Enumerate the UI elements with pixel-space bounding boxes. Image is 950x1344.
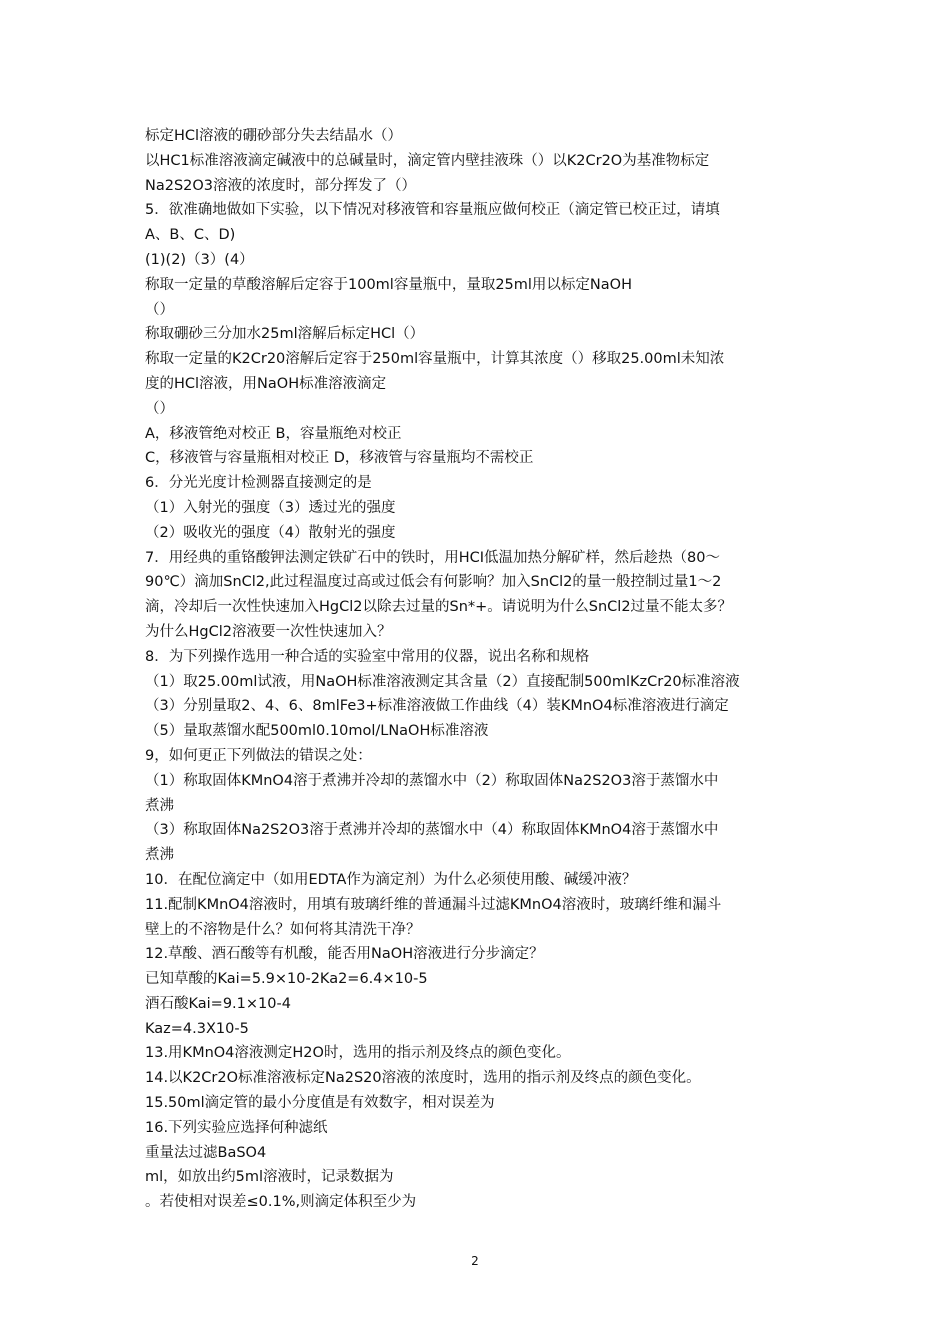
text-line: 标定HCl溶液的硼砂部分失去结晶水（）	[145, 128, 403, 144]
text-line: 7．用经典的重铬酸钾法测定铁矿石中的铁时，用HCI低温加热分解矿样，然后趁热（80～	[145, 549, 720, 566]
text-line: 以HC1标准溶液滴定碱液中的总碱量时，滴定管内壁挂液珠（）以K2Cr2O为基准物标定	[145, 152, 710, 169]
text-line: （5）量取蒸馏水配500ml0.10mol/LNaOH标准溶液	[145, 723, 489, 740]
text-line: 5．欲准确地做如下实验，以下情况对移液管和容量瓶应做何校正（滴定管已校正过，请填	[145, 202, 720, 219]
text-line: （3）分别量取2、4、6、8mlFe3+标准溶液做工作曲线（4）装KMnO4标准溶液进行滴定	[145, 698, 729, 715]
text-line: 15.50ml滴定管的最小分度值是有效数字，相对误差为	[145, 1095, 495, 1112]
text-line: 9，如何更正下列做法的错误之处：	[145, 747, 372, 764]
text-line: 13.用KMnO4溶液测定H2O时，选用的指示剂及终点的颜色变化。	[145, 1045, 571, 1062]
text-line: 重量法过滤BaSO4	[145, 1144, 267, 1161]
text-line: Kaz=4.3X10-5	[145, 1020, 249, 1037]
text-line: 12.草酸、酒石酸等有机酸，能否用NaOH溶液进行分步滴定？	[145, 946, 544, 963]
text-line: 煮沸	[145, 847, 174, 864]
text-line: 。若使相对误差≤0.1%,则滴定体积至少为	[145, 1194, 417, 1211]
text-line: 16.下列实验应选择何种滤纸	[145, 1119, 328, 1136]
text-line: 壁上的不溶物是什么？如何将其清洗干净？	[145, 921, 421, 938]
text-line: 14.以K2Cr2O标准溶液标定Na2S20溶液的浓度时，选用的指示剂及终点的颜色变化。	[145, 1070, 701, 1087]
page-number: 2	[471, 1254, 479, 1268]
text-line: （）	[145, 400, 174, 417]
text-line: Na2S2O3溶液的浓度时，部分挥发了（）	[145, 177, 417, 194]
text-line: 称取硼砂三分加水25ml溶解后标定HCl（）	[145, 326, 425, 343]
text-line: 为什么HgCl2溶液要一次性快速加入？	[145, 623, 392, 640]
text-line: 称取一定量的K2Cr20溶解后定容于250ml容量瓶中，计算其浓度（）移取25.00ml未知浓	[145, 351, 725, 368]
text-line: A，移液管绝对校正 B，容量瓶绝对校正	[145, 425, 402, 442]
text-line: ml，如放出约5ml溶液时，记录数据为	[145, 1169, 394, 1186]
text-line: C，移液管与容量瓶相对校正 D，移液管与容量瓶均不需校正	[145, 450, 534, 467]
text-line: （3）称取固体Na2S2O3溶于煮沸并冷却的蒸馏水中（4）称取固体KMnO4溶于蒸馏水中	[145, 822, 719, 839]
text-line: A、B、C、D)	[145, 227, 236, 244]
text-line: （1）取25.00ml试液，用NaOH标准溶液测定其含量（2）直接配制500mlKzCr20标准溶液	[145, 673, 740, 690]
text-line: （1）称取固体KMnO4溶于煮沸并冷却的蒸馏水中（2）称取固体Na2S2O3溶于蒸馏水中	[145, 772, 719, 789]
text-line: 8．为下列操作选用一种合适的实验室中常用的仪器，说出名称和规格	[145, 648, 590, 665]
text-line: 度的HCl溶液，用NaOH标准溶液滴定	[145, 375, 387, 392]
text-line: 滴，冷却后一次性快速加入HgCl2以除去过量的Sn*+。请说明为什么SnCl2过量不能太多？	[145, 599, 733, 616]
text-line: 称取一定量的草酸溶解后定容于100ml容量瓶中，量取25ml用以标定NaOH	[145, 276, 632, 293]
text-line: 11.配制KMnO4溶液时，用填有玻璃纤维的普通漏斗过滤KMnO4溶液时，玻璃纤维和漏斗	[145, 896, 722, 913]
text-line: 6．分光光度计检测器直接测定的是	[145, 475, 372, 492]
text-line: 90℃）滴加SnCl2,此过程温度过高或过低会有何影响？加入SnCl2的量一般控制过量1～2	[145, 574, 722, 591]
document-body	[145, 124, 810, 1215]
text-line: 10．在配位滴定中（如用EDTA作为滴定剂）为什么必须使用酸、碱缓冲液？	[145, 871, 637, 888]
text-line: 已知草酸的Kai=5.9×10-2Ka2=6.4×10-5	[145, 971, 428, 988]
text-line: （1）入射光的强度（3）透过光的强度	[145, 499, 396, 516]
text-line: (1)(2)（3）(4）	[145, 251, 254, 268]
text-line: 酒石酸Kai=9.1×10-4	[145, 995, 291, 1012]
text-line: （2）吸收光的强度（4）散射光的强度	[145, 524, 396, 541]
text-line: 煮沸	[145, 797, 174, 814]
text-line: （）	[145, 301, 174, 318]
